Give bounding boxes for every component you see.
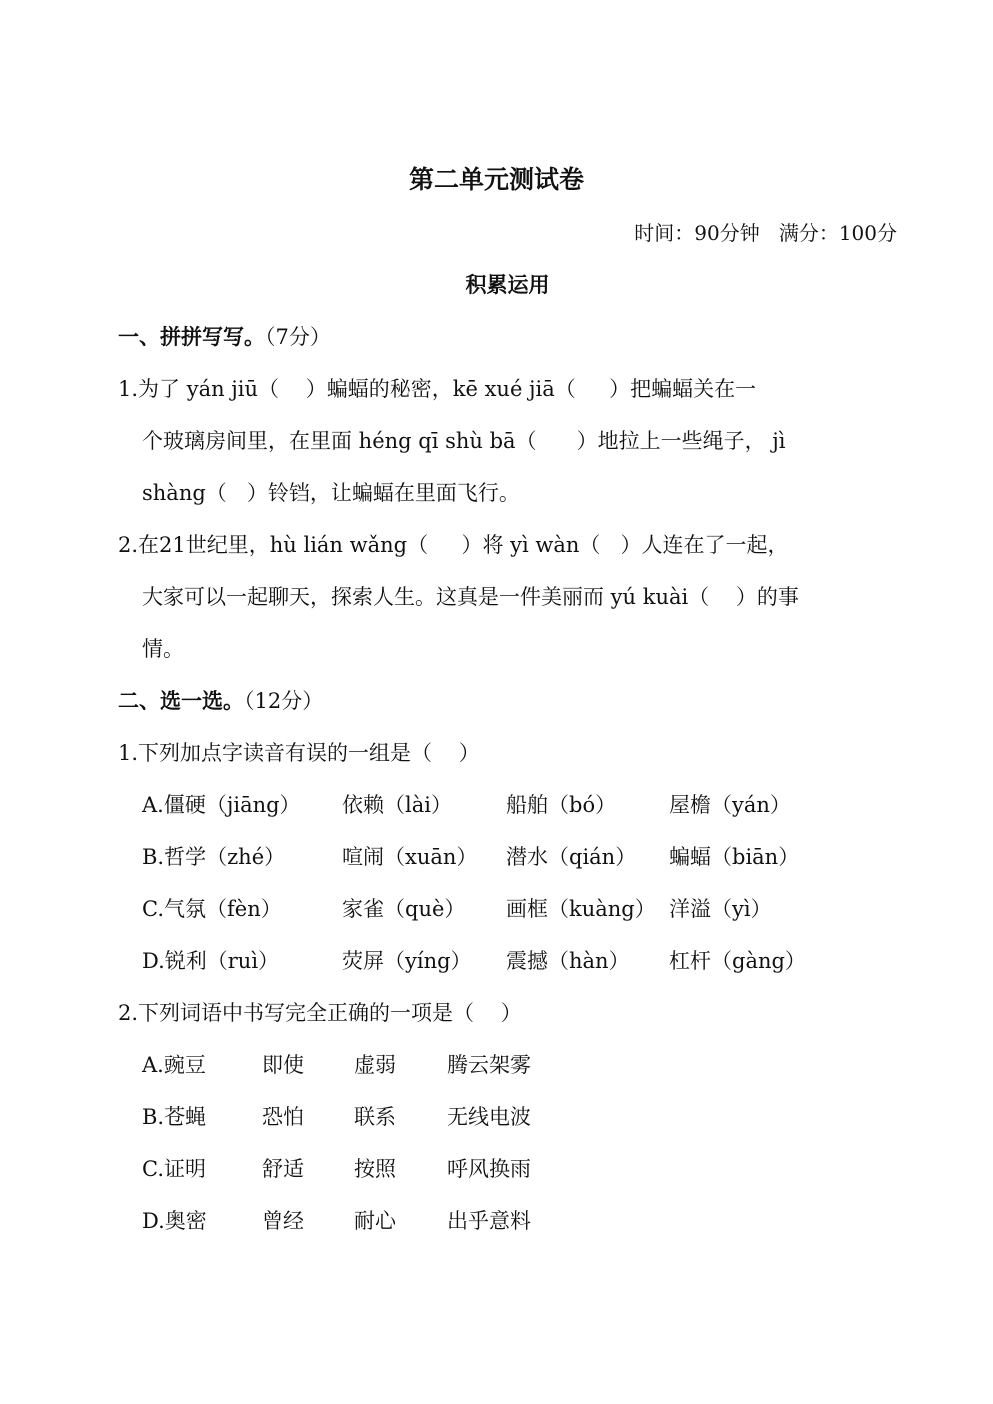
part2-heading	[118, 687, 323, 715]
section-title: 积累运用	[465, 273, 550, 297]
part1-heading	[118, 323, 331, 351]
q1-option-a-col2: 依赖（lài）	[342, 793, 452, 817]
q1-option-d-col3: 震撼（hàn）	[506, 949, 630, 973]
part2-q1-stem: 1.下列加点字读音有误的一组是（ ）	[118, 741, 480, 765]
part1-heading-text: 一、拼拼写写。	[118, 325, 265, 349]
part2-score: （12分）	[244, 689, 324, 713]
q2-option-c-col2: 舒适	[262, 1157, 304, 1181]
q1-option-b-col1: B.哲学（zhé）	[142, 845, 286, 869]
q1-option-a-col4: 屋檐（yán）	[669, 793, 791, 817]
q2-option-c-col1: C.证明	[142, 1157, 206, 1181]
q2-option-d-col4: 出乎意料	[447, 1209, 531, 1233]
q1-option-b-col3: 潜水（qián）	[506, 845, 637, 869]
part1-q2-line2: 大家可以一起聊天，探索人生。这真是一件美丽而 yú kuài（ ）的事	[142, 585, 799, 609]
q1-option-b-col4: 蝙蝠（biān）	[669, 845, 800, 869]
q2-option-b-col3: 联系	[354, 1105, 396, 1129]
q2-option-a-col4: 腾云架雾	[447, 1053, 531, 1077]
part1-score: （7分）	[265, 325, 331, 349]
part2-heading-text: 二、选一选。	[118, 689, 244, 713]
q1-option-c-col4: 洋溢（yì）	[669, 897, 772, 921]
part1-q1-line2: 个玻璃房间里，在里面 héng qī shù bā（ ）地拉上一些绳子， jì	[142, 429, 786, 453]
part1-q1-line1: 1.为了 yán jiū（ ）蝙蝠的秘密，kē xué jiā（ ）把蝙蝠关在一	[118, 377, 757, 401]
time-and-score-info: 时间：90分钟 满分：100分	[634, 221, 897, 245]
q2-option-a-col3: 虚弱	[354, 1053, 396, 1077]
page-title: 第二单元测试卷	[408, 165, 584, 194]
q2-option-c-col4: 呼风换雨	[447, 1157, 531, 1181]
q1-option-c-col2: 家雀（què）	[342, 897, 466, 921]
q1-option-d-col2: 荧屏（yíng）	[342, 949, 472, 973]
q2-option-d-col1: D.奥密	[142, 1209, 207, 1233]
part1-q2-line3: 情。	[142, 637, 184, 661]
q1-option-d-col4: 杠杆（gàng）	[669, 949, 806, 973]
part1-q1-line3: shàng（ ）铃铛，让蝙蝠在里面飞行。	[142, 481, 520, 505]
q1-option-c-col3: 画框（kuàng）	[506, 897, 656, 921]
q2-option-a-col1: A.豌豆	[142, 1053, 206, 1077]
q2-option-a-col2: 即使	[262, 1053, 304, 1077]
q1-option-b-col2: 喧闹（xuān）	[342, 845, 478, 869]
q2-option-b-col4: 无线电波	[447, 1105, 531, 1129]
q1-option-c-col1: C.气氛（fèn）	[142, 897, 282, 921]
part2-q2-stem: 2.下列词语中书写完全正确的一项是（ ）	[118, 1001, 522, 1025]
q2-option-c-col3: 按照	[354, 1157, 396, 1181]
q2-option-d-col3: 耐心	[354, 1209, 396, 1233]
part1-q2-line1: 2.在21世纪里，hù lián wǎng（ ）将 yì wàn（ ）人连在了一起，	[118, 533, 789, 557]
q1-option-a-col3: 船舶（bó）	[506, 793, 617, 817]
q1-option-d-col1: D.锐利（ruì）	[142, 949, 280, 973]
q1-option-a-col1: A.僵硬（jiāng）	[142, 793, 301, 817]
q2-option-b-col1: B.苍蝇	[142, 1105, 207, 1129]
q2-option-b-col2: 恐怕	[262, 1105, 304, 1129]
q2-option-d-col2: 曾经	[262, 1209, 304, 1233]
